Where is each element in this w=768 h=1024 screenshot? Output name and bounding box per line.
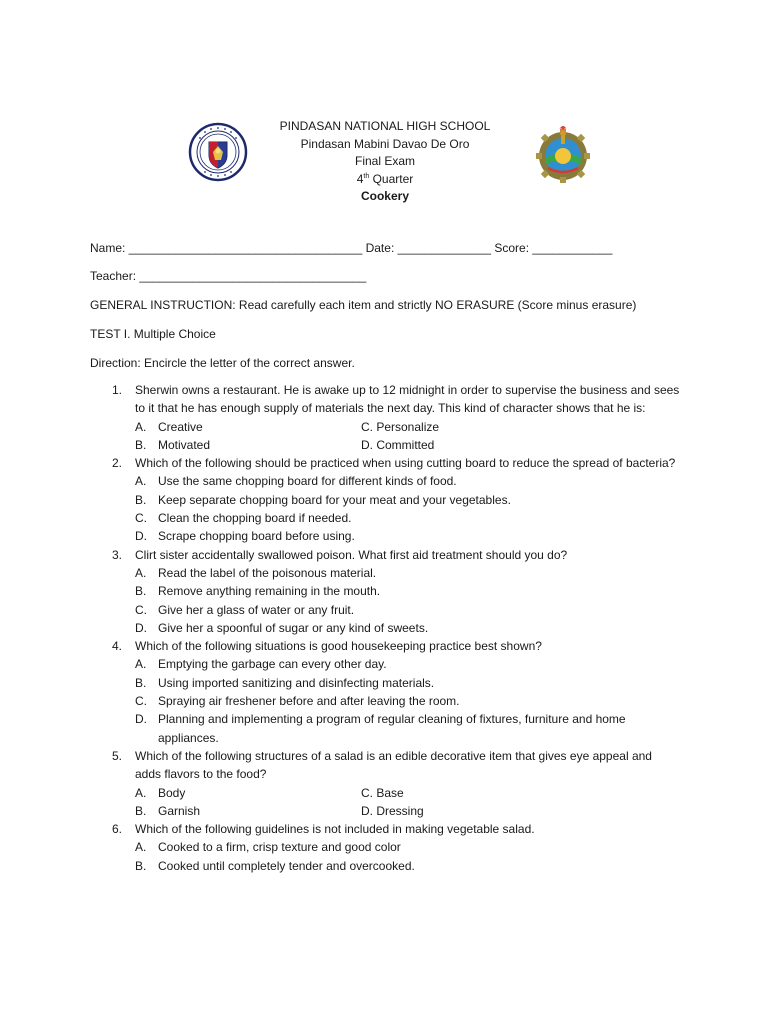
choice-item[interactable]: A. Use the same chopping board for different kinds of food. bbox=[135, 474, 457, 489]
choice-item[interactable]: B. Remove anything remaining in the mouth. bbox=[135, 584, 381, 599]
choice-item[interactable]: A. Emptying the garbage can every other day. bbox=[135, 657, 387, 672]
choices-grid bbox=[135, 784, 680, 821]
choices-list bbox=[135, 838, 680, 875]
choice-item[interactable]: A. Cooked to a firm, crisp texture and good color bbox=[135, 840, 401, 855]
question-number: 4. bbox=[112, 639, 123, 654]
question-number: 1. bbox=[112, 383, 123, 397]
teacher-line[interactable]: Teacher: __________________________________ bbox=[90, 269, 367, 283]
direction-text: Direction: Encircle the letter of the correct answer. bbox=[90, 356, 355, 370]
choice-item[interactable]: D. Scrape chopping board before using. bbox=[135, 529, 355, 544]
choice-item[interactable]: B. Garnish bbox=[135, 803, 201, 818]
choice-item[interactable]: B. Motivated bbox=[135, 437, 211, 452]
choice-item[interactable]: D. Planning and implementing a program of regular cleaning of fixtures, furniture and home appliances. bbox=[135, 712, 626, 745]
choices-list bbox=[135, 655, 680, 746]
choice-item[interactable]: C. Give her a glass of water or any fruit. bbox=[135, 602, 355, 617]
choice-item[interactable]: B. Keep separate chopping board for your meat and your vegetables. bbox=[135, 492, 511, 507]
choice-item[interactable]: B. Cooked until completely tender and overcooked. bbox=[135, 858, 415, 873]
question-text: Which of the following should be practiced when using cutting board to reduce the spread of bacteria? bbox=[135, 456, 676, 471]
choice-item[interactable]: A. Read the label of the poisonous material. bbox=[135, 565, 377, 580]
question-number: 5. bbox=[112, 748, 123, 763]
general-instruction: GENERAL INSTRUCTION: Read carefully each item and strictly NO ERASURE (Score minus erasure) bbox=[90, 298, 637, 312]
question-text: Which of the following situations is good housekeeping practice best shown? bbox=[135, 639, 542, 654]
school-name: PINDASAN NATIONAL HIGH SCHOOL bbox=[279, 119, 491, 133]
question-item bbox=[90, 820, 680, 875]
exam-header bbox=[190, 118, 580, 206]
question-text: Sherwin owns a restaurant. He is awake up to 12 midnight in order to supervise the business and sees to it that he has enough supply of materials the next day. This kind of character shows that he is: bbox=[135, 383, 680, 416]
question-number: 2. bbox=[112, 456, 123, 471]
choice-item[interactable]: C. Personalize bbox=[361, 419, 440, 434]
choice-item[interactable]: A. Body bbox=[135, 785, 186, 800]
test-label: TEST I. Multiple Choice bbox=[90, 327, 216, 341]
choice-item[interactable]: D. Dressing bbox=[361, 803, 424, 818]
quarter-label: 4th Quarter bbox=[356, 171, 414, 186]
question-number: 3. bbox=[112, 547, 123, 562]
choices-list bbox=[135, 472, 680, 545]
subject-title: Cookery bbox=[360, 189, 410, 203]
choice-item[interactable]: A. Creative bbox=[135, 419, 203, 434]
exam-title: Final Exam bbox=[354, 154, 416, 168]
question-number: 6. bbox=[112, 822, 123, 837]
question-item bbox=[90, 454, 680, 545]
choice-item[interactable]: D. Committed bbox=[361, 437, 435, 452]
choice-item[interactable]: C. Base bbox=[361, 785, 404, 800]
question-item bbox=[90, 747, 680, 820]
name-date-score-line[interactable]: Name: ___________________________________ Date: ______________ Score: ____________ bbox=[90, 241, 613, 255]
choice-item[interactable]: C. Spraying air freshener before and after leaving the room. bbox=[135, 694, 460, 709]
school-address: Pindasan Mabini Davao De Oro bbox=[300, 136, 470, 151]
choices-grid bbox=[135, 418, 680, 455]
question-text: Clirt sister accidentally swallowed poison. What first aid treatment should you do? bbox=[135, 547, 568, 562]
question-text: Which of the following structures of a salad is an edible decorative item that gives eye appeal and adds flavors to the food? bbox=[135, 748, 652, 782]
choice-item[interactable]: D. Give her a spoonful of sugar or any kind of sweets. bbox=[135, 620, 429, 635]
question-item bbox=[90, 637, 680, 747]
question-item bbox=[90, 381, 680, 454]
choice-item[interactable]: B. Using imported sanitizing and disinfecting materials. bbox=[135, 675, 435, 690]
question-list bbox=[90, 381, 680, 875]
choice-item[interactable]: C. Clean the chopping board if needed. bbox=[135, 511, 352, 526]
question-item bbox=[90, 546, 680, 637]
question-text: Which of the following guidelines is not included in making vegetable salad. bbox=[135, 822, 535, 837]
choices-list bbox=[135, 564, 680, 637]
